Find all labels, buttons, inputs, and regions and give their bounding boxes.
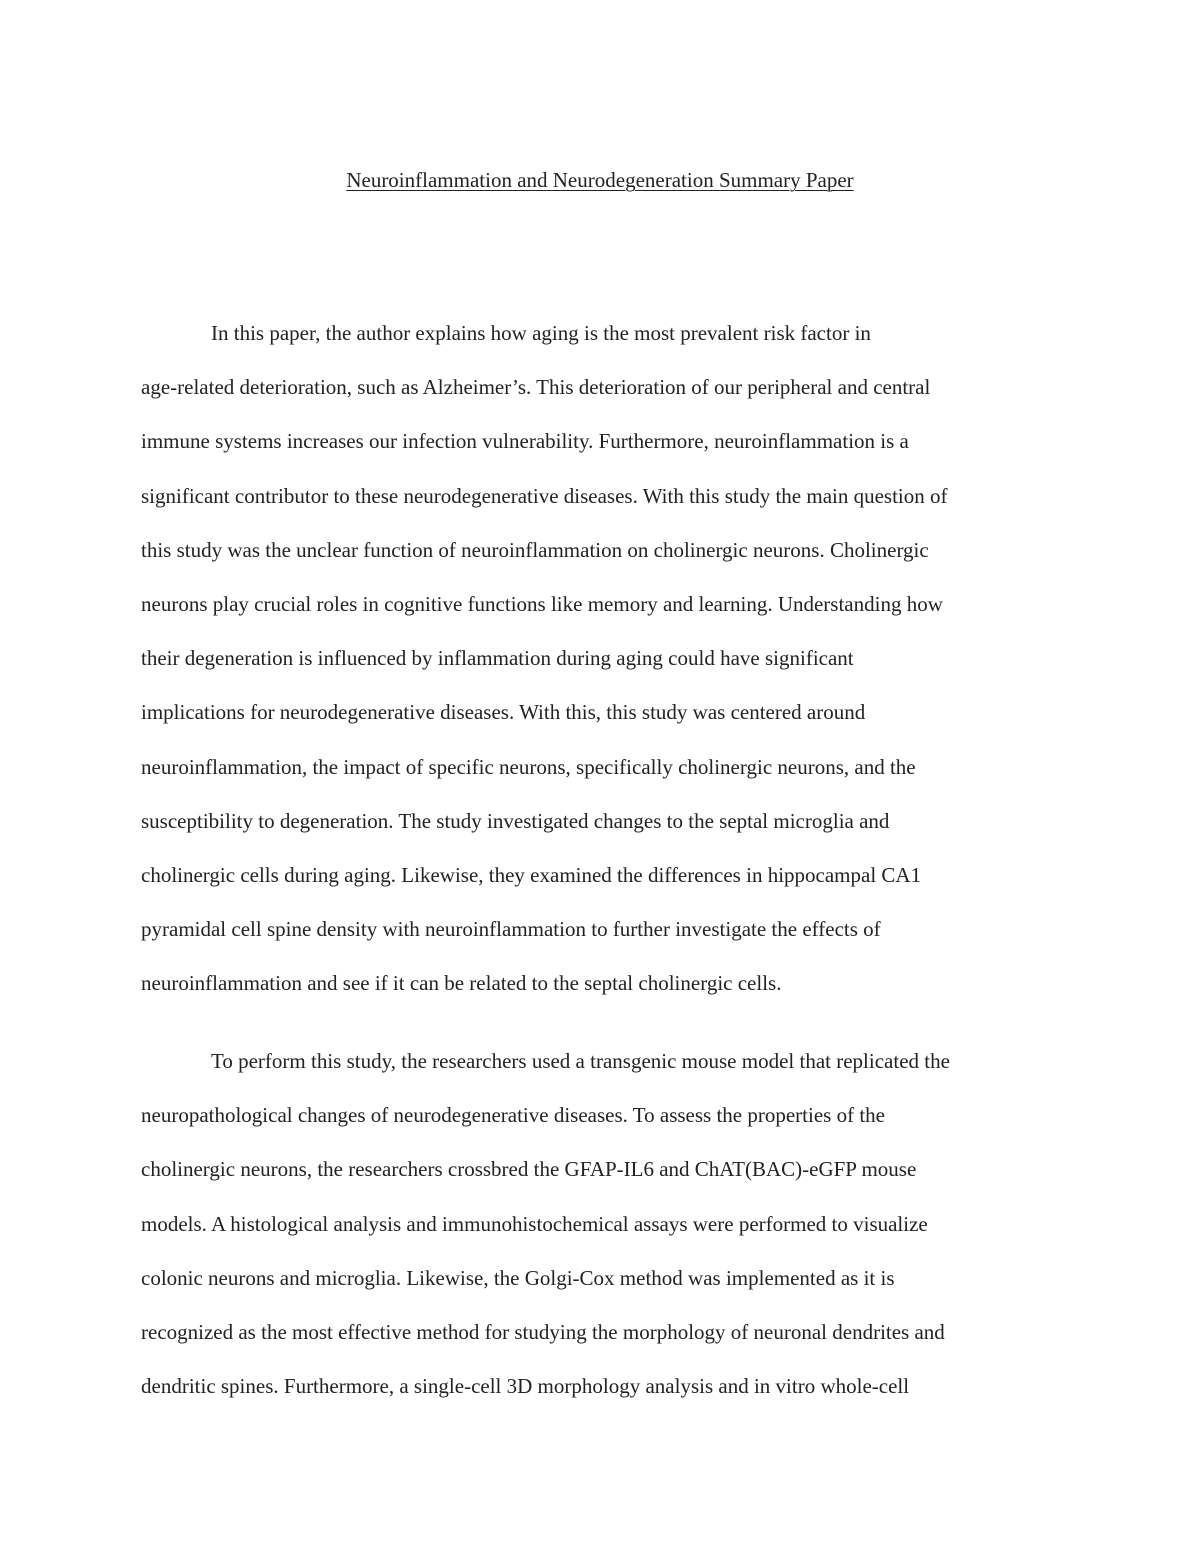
text-line: recognized as the most effective method for studying the morphology of neuronal dendrites and <box>141 1319 945 1344</box>
text-line: immune systems increases our infection vulnerability. Furthermore, neuroinflammation is a <box>141 429 909 454</box>
text-line: cholinergic cells during aging. Likewise, they examined the differences in hippocampal CA1 <box>141 862 922 887</box>
text-line: neurons play crucial roles in cognitive functions like memory and learning. Understanding how <box>141 591 943 616</box>
text-line: dendritic spines. Furthermore, a single-cell 3D morphology analysis and in vitro whole-cell <box>141 1374 910 1399</box>
text-line: this study was the unclear function of neuroinflammation on cholinergic neurons. Cholinergic <box>141 537 929 562</box>
paragraph-2 <box>141 1045 1081 1424</box>
text-line: age-related deterioration, such as Alzheimer’s. This deterioration of our peripheral and central <box>141 375 931 400</box>
text-line: neuropathological changes of neurodegenerative diseases. To assess the properties of the <box>141 1103 885 1128</box>
text-line: models. A histological analysis and immunohistochemical assays were performed to visualize <box>141 1211 928 1236</box>
text-line: their degeneration is influenced by inflammation during aging could have significant <box>141 646 854 671</box>
text-line: colonic neurons and microglia. Likewise, the Golgi-Cox method was implemented as it is <box>141 1265 895 1290</box>
text-line: pyramidal cell spine density with neuroinflammation to further investigate the effects of <box>141 917 881 942</box>
text-line: cholinergic neurons, the researchers crossbred the GFAP-IL6 and ChAT(BAC)-eGFP mouse <box>141 1157 917 1182</box>
page-title: Neuroinflammation and Neurodegeneration Summary Paper <box>346 168 854 192</box>
text-line: neuroinflammation and see if it can be related to the septal cholinergic cells. <box>141 971 782 996</box>
text-line: susceptibility to degeneration. The study investigated changes to the septal microglia and <box>141 808 890 833</box>
text-line: significant contributor to these neurodegenerative diseases. With this study the main question of <box>141 483 948 508</box>
text-line: neuroinflammation, the impact of specific neurons, specifically cholinergic neurons, and the <box>141 754 916 779</box>
text-line: implications for neurodegenerative diseases. With this, this study was centered around <box>141 700 866 725</box>
paragraph-1 <box>141 317 1081 1021</box>
text-line: To perform this study, the researchers used a transgenic mouse model that replicated the <box>211 1049 950 1073</box>
text-line: In this paper, the author explains how aging is the most prevalent risk factor in <box>211 321 871 345</box>
